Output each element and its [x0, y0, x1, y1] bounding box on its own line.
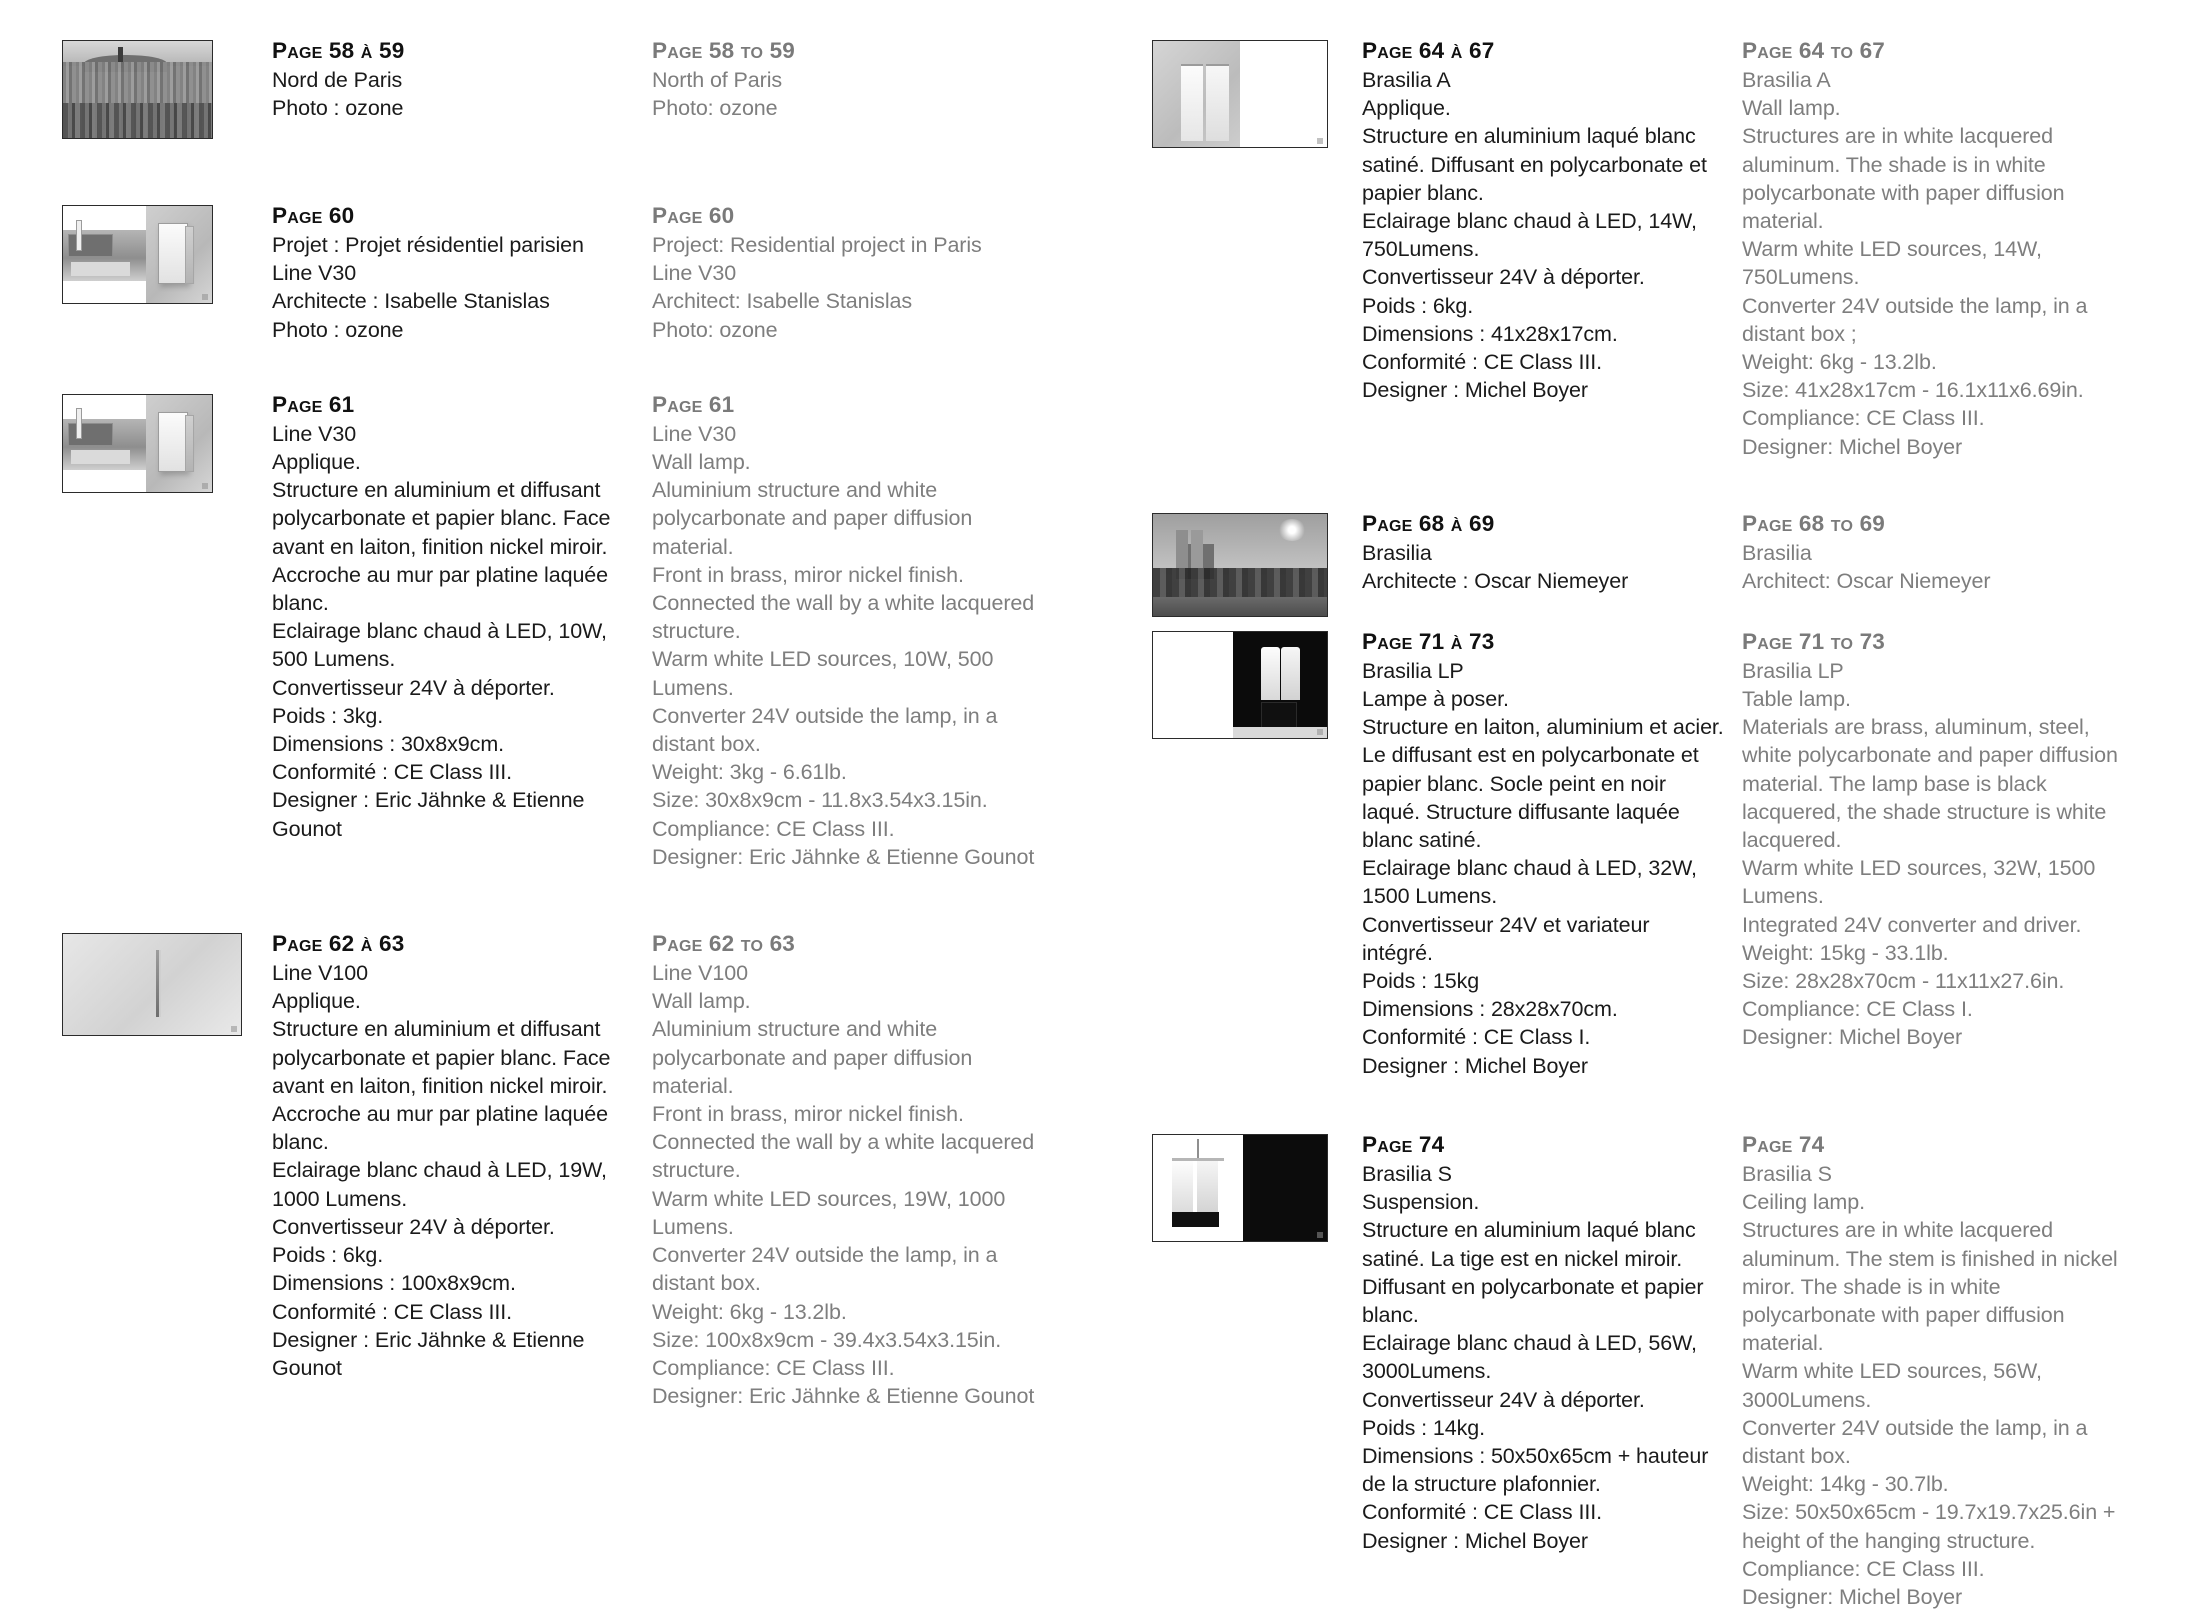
entry-line: Lampe à poser. — [1362, 687, 1509, 712]
entry-line: Size: 28x28x70cm - 11x11x27.6in. — [1742, 969, 2065, 994]
entry-line: Warm white LED sources, 10W, 500 Lumens. — [652, 647, 1000, 700]
entry-line: Eclairage blanc chaud à LED, 56W, 3000Lumens. — [1362, 1331, 1703, 1384]
entry-page-74 — [1152, 1130, 2199, 1611]
description-fr — [272, 390, 636, 843]
text-block-french — [1362, 627, 1742, 1080]
entry-page-58-59 — [62, 36, 1112, 139]
entry-line: Designer: Michel Boyer — [1742, 434, 1963, 459]
entry-line: Projet : Projet résidentiel parisien — [272, 233, 584, 257]
entry-line: Dimensions : 50x50x65cm + hauteur de la structure plafonnier. — [1362, 1443, 1715, 1497]
entry-line: Architecte : Oscar Niemeyer — [1362, 569, 1629, 594]
entry-page-60 — [62, 201, 1112, 344]
entry-line: Poids : 14kg. — [1362, 1415, 1485, 1440]
entry-line: Designer: Michel Boyer — [1742, 1025, 1963, 1050]
center-gutter — [1112, 36, 1152, 1480]
entry-line: Aluminium structure and white polycarbonate and paper diffusion material. — [652, 478, 979, 559]
entry-line: Poids : 3kg. — [272, 703, 384, 728]
entry-line: Front in brass, miror nickel finish. — [652, 562, 964, 587]
photo-corner-mark — [202, 483, 208, 489]
entry-line: Materials are brass, aluminum, steel, white polycarbonate and paper diffusion material. The lamp base is black lacquered, the shade structure is white lacquered. — [1742, 715, 2124, 853]
left-column — [62, 36, 1112, 1480]
entry-line: Dimensions : 100x8x9cm. — [272, 1271, 516, 1296]
description-en — [1742, 627, 2126, 1052]
entry-heading: Page 64 à 67 — [1362, 38, 1495, 63]
entry-line: Warm white LED sources, 32W, 1500 Lumens. — [1742, 856, 2102, 909]
entry-line: Compliance: CE Class III. — [652, 1355, 895, 1380]
entry-line: Weight: 3kg - 6.61lb. — [652, 760, 847, 785]
description-fr — [1362, 1130, 1726, 1555]
entry-heading: Page 68 à 69 — [1362, 510, 1495, 536]
thumbnail-slot — [1152, 36, 1362, 148]
photo-shade-right — [1206, 64, 1229, 140]
photo-ground — [1153, 597, 1327, 615]
photo-right-page — [1243, 1135, 1327, 1241]
photo-right-page — [1240, 41, 1327, 147]
photo-corner-mark — [1317, 729, 1323, 735]
entry-line: Converter 24V outside the lamp, in a distant box ; — [1742, 293, 2094, 346]
text-block-french — [272, 929, 652, 1382]
entry-line: Structure en aluminium et diffusant polycarbonate et papier blanc. Face avant en laiton, finition nickel miroir. Accroche au mur par platine laquée blanc. — [272, 478, 617, 616]
entry-line: Architect: Isabelle Stanislas — [652, 289, 913, 314]
text-block-french — [1362, 36, 1742, 404]
entry-line: Brasilia — [1362, 540, 1432, 565]
text-block-english — [1742, 36, 2142, 461]
entry-heading: Page 58 to 59 — [652, 38, 796, 63]
text-block-french — [1362, 1130, 1742, 1555]
entry-heading: Page 74 — [1742, 1131, 1825, 1157]
entry-line: Photo: ozone — [652, 317, 778, 342]
entry-heading: Page 61 — [652, 391, 735, 417]
entry-line: Line V100 — [272, 961, 368, 986]
entry-line: Brasilia A — [1742, 68, 1831, 92]
entry-line: Designer : Eric Jähnke & Etienne Gounot — [272, 1327, 591, 1380]
entry-line: Convertisseur 24V à déporter. — [1362, 265, 1645, 290]
entry-line: Warm white LED sources, 56W, 3000Lumens. — [1742, 1359, 2048, 1412]
photo-wall — [63, 934, 241, 1035]
paris-rooftops-photo — [62, 40, 213, 139]
description-en — [652, 201, 1036, 344]
entry-line: Compliance: CE Class I. — [1742, 997, 1973, 1022]
entry-line: Aluminium structure and white polycarbonate and paper diffusion material. — [652, 1017, 979, 1098]
entry-line: Structure en laiton, aluminium et acier. Le diffusant est en polycarbonate et papier blanc. Socle peint en noir laqué. Structure diffusante laquée blanc satiné. — [1362, 715, 1730, 853]
entry-line: Conformité : CE Class I. — [1362, 1025, 1591, 1050]
entry-heading: Page 60 — [272, 203, 355, 228]
description-fr — [272, 36, 636, 122]
entry-line: Weight: 6kg - 13.2lb. — [652, 1299, 847, 1324]
entry-line: Designer: Eric Jähnke & Etienne Gounot — [652, 1384, 1035, 1409]
entry-line: Photo : ozone — [272, 96, 404, 121]
description-en — [652, 929, 1041, 1410]
entry-line: Warm white LED sources, 19W, 1000 Lumens. — [652, 1186, 1012, 1239]
entry-page-64-67 — [1152, 36, 2199, 461]
text-block-french — [272, 390, 652, 843]
description-fr — [1362, 509, 1726, 595]
description-en — [1742, 36, 2126, 461]
entry-line: Architect: Oscar Niemeyer — [1742, 569, 1991, 594]
photo-shade-left — [1261, 647, 1280, 700]
entry-page-71-73 — [1152, 627, 2199, 1080]
entry-line: Brasilia LP — [1362, 658, 1464, 683]
text-block-english — [652, 390, 1052, 871]
entry-line: Wall lamp. — [1742, 96, 1841, 121]
description-fr — [1362, 36, 1726, 404]
entry-line: Convertisseur 24V à déporter. — [272, 675, 555, 700]
entry-line: Brasilia A — [1362, 68, 1451, 92]
entry-page-61 — [62, 390, 1112, 871]
entry-line: Convertisseur 24V et variateur intégré. — [1362, 912, 1656, 965]
entry-line: Brasilia LP — [1742, 658, 1844, 683]
thumbnail-slot — [1152, 509, 1362, 617]
entry-line: Structure en aluminium et diffusant polycarbonate et papier blanc. Face avant en laiton, finition nickel miroir. Accroche au mur par platine laquée blanc. — [272, 1017, 617, 1155]
entry-line: Designer: Eric Jähnke & Etienne Gounot — [652, 844, 1035, 869]
entry-line: Conformité : CE Class III. — [272, 1299, 512, 1324]
photo-lamp-body — [158, 223, 188, 283]
photo-wall-lamp-strip — [76, 408, 82, 439]
entry-line: Eclairage blanc chaud à LED, 14W, 750Lumens. — [1362, 209, 1703, 262]
line-v30-wall-lamp-spread-photo — [62, 394, 213, 493]
entry-heading: Page 60 — [652, 203, 735, 228]
entry-line: Brasilia S — [1362, 1161, 1452, 1186]
entry-line: Dimensions : 41x28x17cm. — [1362, 321, 1618, 346]
photo-shade-left — [1172, 1161, 1193, 1212]
thumbnail-slot — [62, 390, 272, 493]
entry-line: Line V100 — [652, 961, 748, 986]
entry-line: Applique. — [1362, 96, 1451, 121]
entry-heading: Page 58 à 59 — [272, 38, 405, 63]
text-block-english — [652, 201, 1052, 344]
entry-line: Converter 24V outside the lamp, in a distant box. — [652, 703, 1004, 757]
entry-heading: Page 74 — [1362, 1131, 1445, 1157]
photo-shade-left — [1181, 64, 1204, 140]
description-fr — [272, 929, 636, 1382]
entry-line: Designer : Eric Jähnke & Etienne Gounot — [272, 788, 591, 841]
entry-line: Applique. — [272, 989, 361, 1014]
text-block-french — [1362, 509, 1742, 595]
entry-line: Ceiling lamp. — [1742, 1190, 1865, 1215]
entry-line: Designer : Michel Boyer — [1362, 378, 1588, 403]
entry-line: Converter 24V outside the lamp, in a distant box. — [652, 1243, 1004, 1296]
photo-floor — [1233, 727, 1327, 738]
text-block-french — [272, 201, 652, 344]
entry-line: Conformité : CE Class III. — [272, 760, 512, 785]
entry-line: Conformité : CE Class III. — [1362, 1500, 1602, 1525]
entry-line: Size: 41x28x17cm - 16.1x11x6.69in. — [1742, 378, 2084, 403]
entry-page-68-69 — [1152, 509, 2199, 617]
right-column — [1152, 36, 2199, 1609]
entry-line: Line V30 — [272, 261, 357, 286]
photo-lamp-body — [158, 412, 188, 472]
entry-line: Designer : Michel Boyer — [1362, 1053, 1588, 1078]
entry-line: Compliance: CE Class III. — [652, 816, 895, 841]
entry-line: Suspension. — [1362, 1190, 1480, 1215]
entry-line: Warm white LED sources, 14W, 750Lumens. — [1742, 237, 2048, 290]
photo-stem — [1197, 1139, 1199, 1158]
entry-line: Size: 50x50x65cm - 19.7x19.7x25.6in + height of the hanging structure. — [1742, 1500, 2122, 1553]
entry-heading: Page 62 to 63 — [652, 931, 796, 957]
brasilia-lp-table-lamp-photo — [1152, 631, 1328, 739]
entry-line: Integrated 24V converter and driver. — [1742, 912, 2082, 937]
entry-line: Project: Residential project in Paris — [652, 233, 982, 257]
entry-line: Weight: 14kg - 30.7lb. — [1742, 1472, 1949, 1497]
entry-line: Weight: 6kg - 13.2lb. — [1742, 350, 1937, 375]
thumbnail-slot — [1152, 627, 1362, 739]
photo-lamp-side — [185, 415, 194, 472]
entry-line: Nord de Paris — [272, 68, 403, 92]
entry-line: Connected the wall by a white lacquered structure. — [652, 591, 1041, 644]
photo-shade-right — [1197, 1161, 1218, 1212]
brasilia-s-ceiling-lamp-photo — [1152, 1134, 1328, 1242]
text-block-french — [272, 36, 652, 122]
entry-line: Connected the wall by a white lacquered structure. — [652, 1130, 1041, 1183]
entry-line: Poids : 6kg. — [1362, 293, 1474, 318]
entry-line: Poids : 6kg. — [272, 1243, 384, 1268]
description-en — [1742, 509, 2126, 595]
entry-heading: Page 71 à 73 — [1362, 628, 1495, 654]
entry-line: Structures are in white lacquered aluminum. The stem is finished in nickel miror. The shade is in white polycarbonate with paper diffusion material. — [1742, 1218, 2124, 1356]
entry-heading: Page 61 — [272, 391, 355, 417]
photo-corner-mark — [1317, 1232, 1323, 1238]
thumbnail-slot — [62, 201, 272, 304]
entry-line: Convertisseur 24V à déporter. — [272, 1214, 555, 1239]
entry-line: Compliance: CE Class III. — [1742, 406, 1985, 431]
photo-rooftops — [63, 62, 212, 138]
description-en — [652, 36, 1036, 122]
thumbnail-slot — [1152, 1130, 1362, 1242]
entry-line: Dimensions : 30x8x9cm. — [272, 732, 505, 757]
entry-line: Dimensions : 28x28x70cm. — [1362, 997, 1618, 1022]
entry-line: Photo : ozone — [272, 317, 404, 342]
photo-corner-mark — [1317, 138, 1323, 144]
entry-line: Brasilia S — [1742, 1161, 1832, 1186]
entry-line: Poids : 15kg — [1362, 969, 1480, 994]
entry-line: Size: 30x8x9cm - 11.8x3.54x3.15in. — [652, 788, 988, 813]
photo-shadow-block — [1172, 1212, 1219, 1227]
line-v100-wall-lamp-photo — [62, 933, 242, 1036]
photo-lamp-line-highlight — [159, 950, 161, 1017]
entry-line: Eclairage blanc chaud à LED, 19W, 1000 Lumens. — [272, 1158, 613, 1211]
entry-heading: Page 68 to 69 — [1742, 510, 1886, 536]
entry-line: Eclairage blanc chaud à LED, 10W, 500 Lumens. — [272, 619, 613, 672]
entry-line: Line V30 — [652, 421, 737, 446]
entry-line: Architecte : Isabelle Stanislas — [272, 289, 550, 314]
entry-line: North of Paris — [652, 68, 783, 92]
entry-line: Wall lamp. — [652, 989, 751, 1014]
entry-line: Weight: 15kg - 33.1lb. — [1742, 940, 1949, 965]
brasilia-niemeyer-building-photo — [1152, 513, 1328, 617]
entry-heading: Page 62 à 63 — [272, 931, 405, 957]
entry-line: Eclairage blanc chaud à LED, 32W, 1500 Lumens. — [1362, 856, 1703, 909]
entry-line: Conformité : CE Class III. — [1362, 350, 1602, 375]
entry-line: Table lamp. — [1742, 687, 1851, 712]
photo-shade-right — [1281, 647, 1300, 700]
photo-trees — [1153, 568, 1327, 599]
entry-line: Size: 100x8x9cm - 39.4x3.54x3.15in. — [652, 1327, 1002, 1352]
entry-line: Brasilia — [1742, 540, 1812, 565]
residential-bathroom-spread-photo — [62, 205, 213, 304]
description-fr — [1362, 627, 1730, 1080]
photo-corner-mark — [202, 294, 208, 300]
entry-line: Structure en aluminium laqué blanc satiné. La tige est en nickel miroir. Diffusant en polycarbonate et papier blanc. — [1362, 1218, 1710, 1327]
photo-left-page — [1153, 632, 1233, 738]
thumbnail-slot — [62, 929, 272, 1036]
entry-line: Convertisseur 24V à déporter. — [1362, 1387, 1645, 1412]
text-block-english — [1742, 1130, 2142, 1611]
entry-line: Line V30 — [272, 421, 357, 446]
entry-line: Designer: Michel Boyer — [1742, 1584, 1963, 1609]
photo-corner-mark — [231, 1026, 237, 1032]
entry-page-62-63 — [62, 929, 1112, 1410]
entry-line: Front in brass, miror nickel finish. — [652, 1102, 964, 1127]
thumbnail-slot — [62, 36, 272, 139]
description-en — [652, 390, 1041, 871]
text-block-english — [1742, 509, 2142, 595]
entry-line: Structures are in white lacquered aluminum. The shade is in white polycarbonate with paper diffusion material. — [1742, 124, 2071, 234]
description-fr — [272, 201, 636, 344]
photo-lamp-base — [1261, 702, 1298, 729]
entry-line: Line V30 — [652, 261, 737, 286]
entry-heading: Page 64 to 67 — [1742, 38, 1886, 63]
photo-lamp-side — [185, 226, 194, 283]
entry-line: Designer : Michel Boyer — [1362, 1528, 1588, 1553]
entry-line: Photo: ozone — [652, 96, 778, 121]
text-block-english — [652, 36, 1052, 122]
text-block-english — [652, 929, 1052, 1410]
photo-wall-lamp-strip — [76, 220, 82, 251]
entry-line: Structure en aluminium laqué blanc satiné. Diffusant en polycarbonate et papier blanc. — [1362, 124, 1713, 205]
entry-heading: Page 71 to 73 — [1742, 628, 1886, 654]
description-en — [1742, 1130, 2126, 1611]
entry-line: Converter 24V outside the lamp, in a distant box. — [1742, 1415, 2094, 1468]
text-block-english — [1742, 627, 2142, 1052]
entry-line: Wall lamp. — [652, 450, 751, 475]
photo-lamp-line — [156, 950, 159, 1017]
brasilia-a-wall-lamp-photo — [1152, 40, 1328, 148]
entry-line: Compliance: CE Class III. — [1742, 1556, 1985, 1581]
entry-line: Applique. — [272, 450, 361, 475]
